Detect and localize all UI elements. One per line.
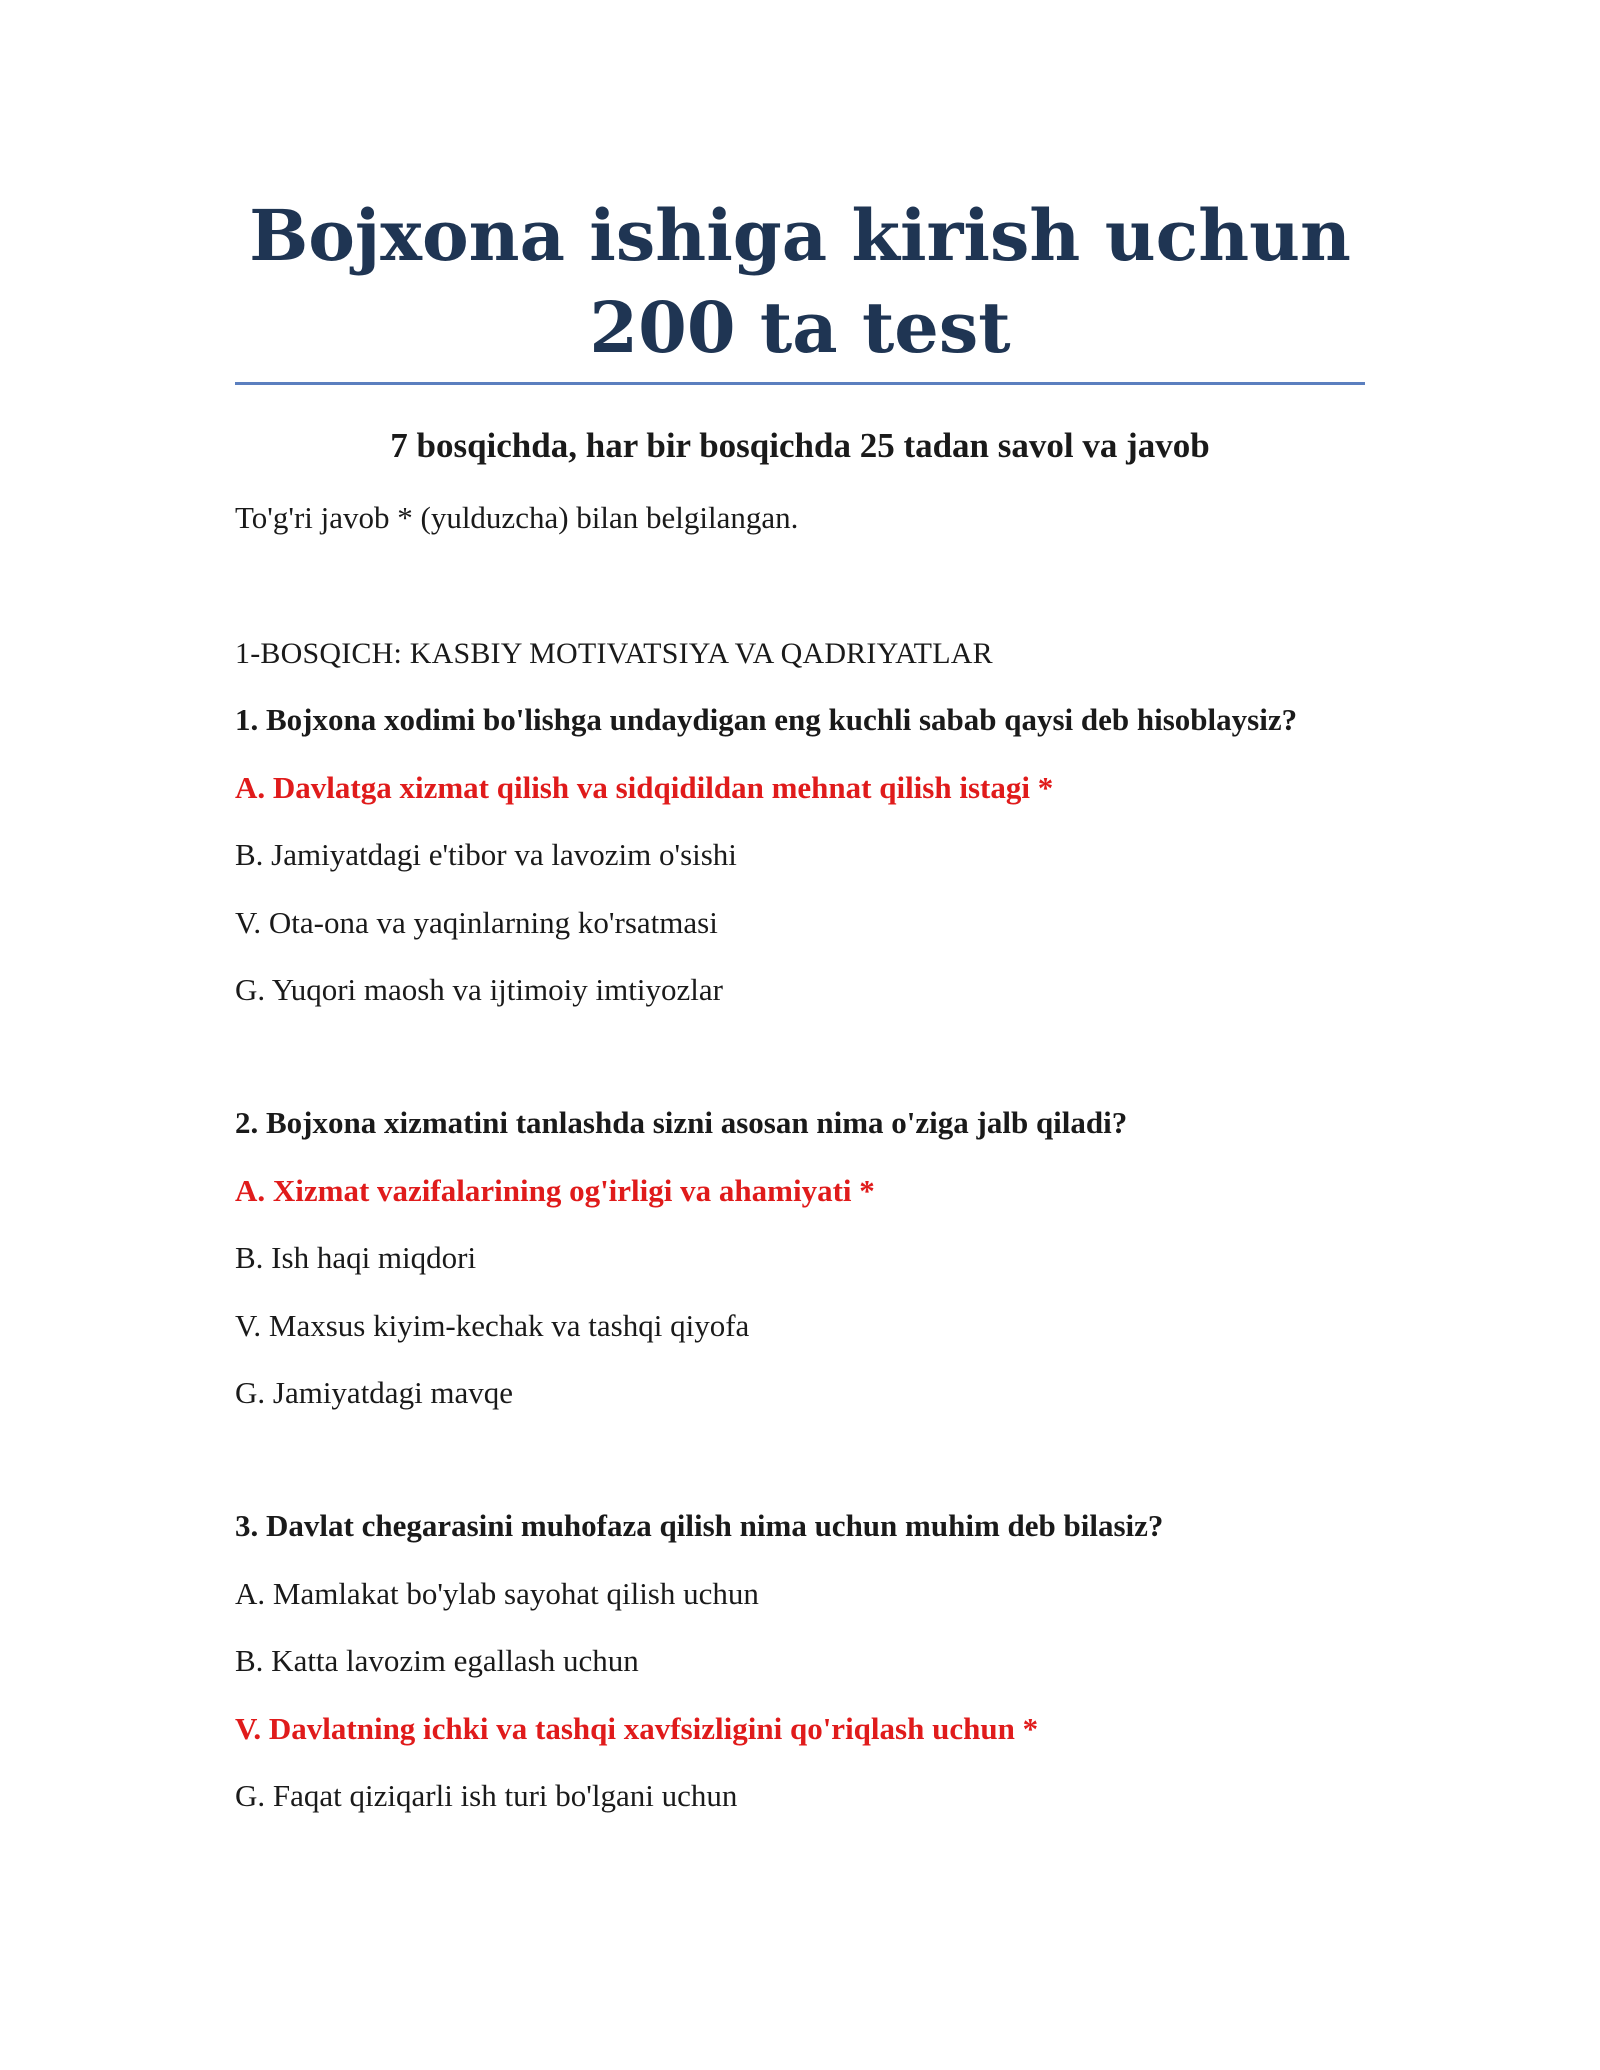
question-block: [235, 696, 1365, 1034]
document-subtitle: 7 bosqichda, har bir bosqichda 25 tadan savol va javob: [390, 426, 1210, 465]
document-title: Bojxona ishiga kirish uchun 200 ta test: [249, 194, 1351, 369]
title-divider: [235, 382, 1365, 385]
answer-option-correct: A. Xizmat vazifalarining og'irligi va ahamiyati *: [235, 1172, 875, 1208]
question-block: [235, 1502, 1365, 1840]
question-block: [235, 1099, 1365, 1437]
question-text: 2. Bojxona xizmatini tanlashda sizni asosan nima o'ziga jalb qiladi?: [235, 1105, 1128, 1140]
answer-option: A. Mamlakat bo'ylab sayohat qilish uchun: [235, 1575, 759, 1611]
answer-option: G. Faqat qiziqarli ish turi bo'lgani uchun: [235, 1778, 738, 1813]
answer-option-correct: V. Davlatning ichki va tashqi xavfsizligini qo'riqlash uchun *: [235, 1710, 1039, 1746]
answer-option: G. Yuqori maosh va ijtimoiy imtiyozlar: [235, 972, 723, 1007]
question-text: 3. Davlat chegarasini muhofaza qilish nima uchun muhim deb bilasiz?: [235, 1508, 1164, 1543]
answer-option: B. Katta lavozim egallash uchun: [235, 1643, 639, 1678]
answer-option-correct: A. Davlatga xizmat qilish va sidqidildan mehnat qilish istagi *: [235, 769, 1054, 805]
answer-option: G. Jamiyatdagi mavqe: [235, 1375, 514, 1410]
answer-option: B. Ish haqi miqdori: [235, 1240, 477, 1275]
answer-option: B. Jamiyatdagi e'tibor va lavozim o'sishi: [235, 837, 737, 872]
question-text: 1. Bojxona xodimi bo'lishga undaydigan eng kuchli sabab qaysi deb hisoblaysiz?: [235, 702, 1298, 737]
answer-key-note: To'g'ri javob * (yulduzcha) bilan belgilangan.: [235, 500, 799, 535]
answer-option: V. Ota-ona va yaqinlarning ko'rsatmasi: [235, 904, 718, 940]
section-heading: 1-BOSQICH: KASBIY MOTIVATSIYA VA QADRIYATLAR: [235, 637, 993, 670]
answer-option: V. Maxsus kiyim-kechak va tashqi qiyofa: [235, 1307, 750, 1343]
